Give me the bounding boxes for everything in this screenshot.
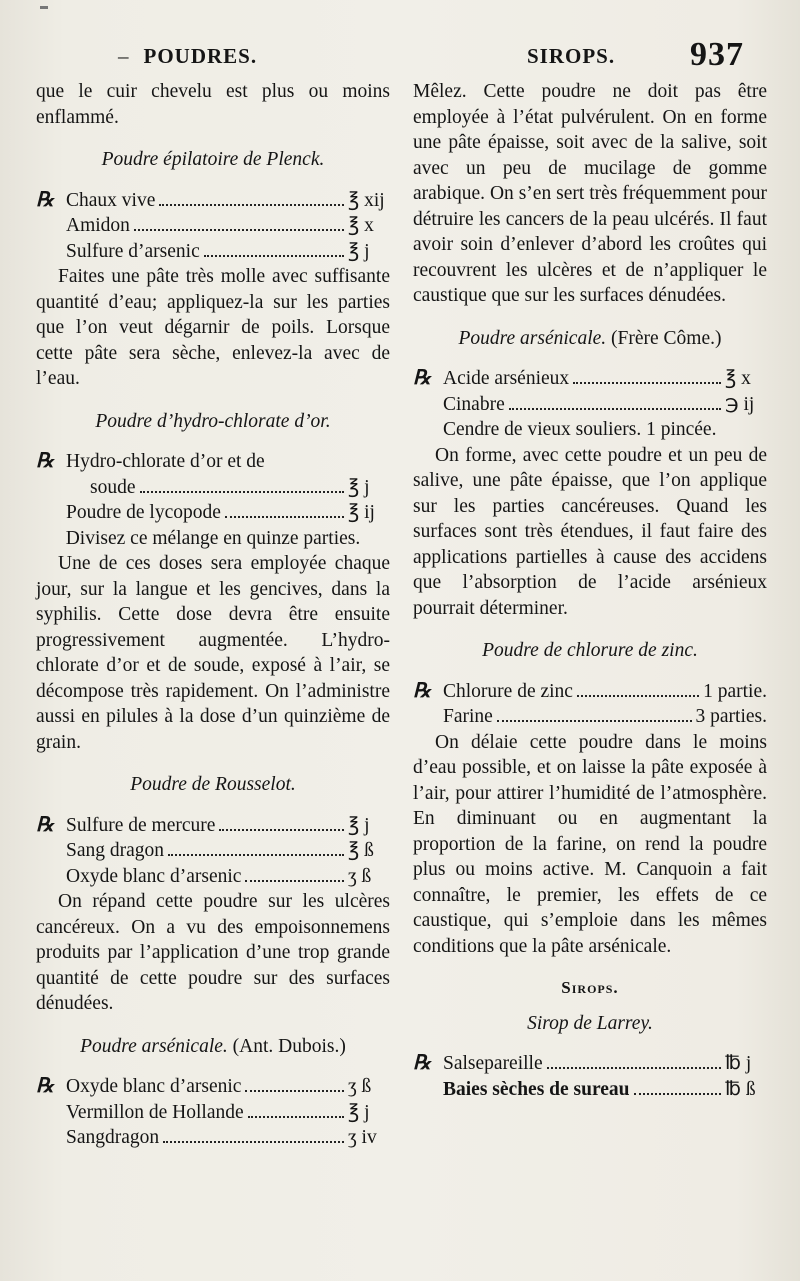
running-head-right: SIROPS. [527, 44, 616, 68]
ingredient-name: Chaux vive [66, 189, 156, 211]
ingredient-line [413, 679, 767, 705]
recipe-icon: ℞ [36, 813, 54, 836]
dot-leader [204, 255, 344, 257]
ingredient-line [36, 500, 390, 526]
recipe-icon: ℞ [36, 1075, 54, 1097]
ingredient-name: Sulfure d’arsenic [66, 240, 200, 262]
ingredient-line [36, 188, 390, 214]
zinc-title: Poudre de chlorure de zinc. [482, 640, 698, 661]
come-title-italic: Poudre arsénicale. [458, 327, 607, 349]
come-title [413, 326, 767, 352]
ingredient-line [413, 366, 767, 392]
ingredient-quantity: ℥ xij [348, 189, 385, 211]
ingredient-name: Hydro-chlorate d’or et de [66, 451, 265, 472]
dubois-title-italic: Poudre arsénicale. [80, 1035, 228, 1057]
ingredient-name: Farine [443, 706, 493, 727]
plenck-paragraph: Faites une pâte très molle avec suffisante quantité d’eau; appliquez-la sur les parties que l’on veut dégarnir de poils. Lorsque cette pâte sera sèche, enlevez-la avec de l’eau. [36, 266, 390, 389]
ingredient-quantity: ℥ j [348, 814, 370, 836]
recipe-icon: ℞ [413, 679, 431, 702]
come-title-author: (Frère Côme.) [611, 327, 722, 349]
ingredient-line [413, 704, 767, 730]
dot-leader [168, 854, 344, 856]
rousselot-title: Poudre de Rousselot. [130, 774, 296, 795]
page-number: 937 [690, 36, 744, 73]
hydro-division-line: Divisez ce mélange en quinze parties. [65, 527, 361, 549]
ingredient-quantity: ʒ ß [348, 865, 372, 887]
ingredient-name: Oxyde blanc d’arsenic [66, 1076, 242, 1097]
ingredient-quantity: ℥ x [725, 368, 751, 389]
ingredient-quantity: ℥ j [348, 240, 370, 262]
head-dash: – [118, 44, 130, 68]
dot-leader [573, 382, 721, 384]
ingredient-quantity: ℥ ß [348, 840, 374, 861]
hydro-title: Poudre d’hydro-chlorate d’or. [95, 410, 331, 432]
hydro-paragraph: Une de ces doses sera employée chaque jour, sur la langue et les gencives, dans la syphilis. Cette dose devra être ensuite progressivement augmentée. L’hydro-chlorate d’or et de soude, exposé à l’air, se décompose très rapidement. On l’administre aussi en pilules à la dose d’un quinzième de grain. [36, 553, 390, 753]
dubois-title [36, 1034, 390, 1060]
running-head-left [118, 44, 257, 76]
left-column [36, 79, 390, 1151]
ingredient-name: Cinabre [443, 393, 505, 415]
ingredient-name: Sang dragon [66, 840, 165, 861]
dot-leader [163, 1141, 344, 1143]
section-heading-sirops: Sirops. [561, 978, 619, 997]
ingredient-quantity: ℈ ij [725, 393, 755, 415]
dot-leader [245, 1090, 344, 1092]
dot-leader [219, 829, 344, 831]
ingredient-name: soude [90, 476, 136, 498]
ingredient-line [36, 1074, 390, 1100]
rousselot-paragraph: On répand cette poudre sur les ulcères cancéreux. On a vu des empoisonnemens produits par l’application d’une trop grande quantité de cette poudre sur des surfaces dénudées. [36, 891, 390, 1014]
ingredient-line [36, 475, 390, 501]
dot-leader [547, 1067, 721, 1069]
dot-leader [245, 880, 344, 882]
ingredient-name: Acide arsénieux [443, 368, 570, 389]
recipe-icon: ℞ [36, 450, 54, 472]
ingredient-name: Poudre de lycopode [66, 502, 221, 523]
ingredient-line [413, 1077, 767, 1103]
left-intro-paragraph: que le cuir chevelu est plus ou moins enflammé. [36, 81, 390, 128]
dot-leader [248, 1116, 344, 1118]
plenck-title: Poudre épilatoire de Plenck. [101, 149, 325, 170]
dot-leader [497, 720, 692, 722]
recipe-icon: ℞ [36, 188, 54, 211]
ingredient-quantity: ℥ j [348, 476, 370, 498]
ingredient-quantity: ℥ x [348, 215, 374, 236]
ingredient-line [36, 813, 390, 839]
ingredient-quantity: ʒ iv [348, 1127, 377, 1148]
ingredient-quantity: ℔ ß [725, 1078, 756, 1100]
ingredient-line [36, 864, 390, 890]
dot-leader [634, 1093, 721, 1095]
ingredient-line [413, 392, 767, 418]
ingredient-name: Baies sèches de sureau [443, 1078, 630, 1100]
recipe-icon: ℞ [413, 1052, 431, 1074]
ingredient-line [36, 838, 390, 864]
ingredient-name: Salsepareille [443, 1053, 543, 1074]
ingredient-quantity: ℥ ij [348, 502, 375, 523]
ingredient-quantity: 3 parties. [695, 706, 767, 727]
ingredient-quantity: ʒ ß [348, 1076, 372, 1097]
ingredient-name: Sulfure de mercure [66, 814, 216, 836]
come-paragraph: On forme, avec cette poudre et un peu de salive, une pâte épaisse, que l’on applique sur les parties cancéreuses. Quand les surfaces sont très étendues, il faut faire des applications partielles à cause des accidens que l’absorption de l’acide arsénieux pourrait déterminer. [413, 444, 767, 619]
dot-leader [225, 516, 344, 518]
ink-mark [40, 6, 48, 9]
ingredient-name: Chlorure de zinc [443, 680, 573, 702]
ingredient-name: Cendre de vieux souliers. 1 pincée. [443, 419, 717, 440]
ingredient-name: Oxyde blanc d’arsenic [66, 865, 242, 887]
ingredient-quantity: ℔ j [725, 1053, 752, 1074]
ingredient-line [36, 239, 390, 265]
recipe-icon: ℞ [413, 367, 431, 389]
ingredient-line [36, 1125, 390, 1151]
ingredient-line [36, 1100, 390, 1126]
ingredient-line [36, 213, 390, 239]
ingredient-name: Sangdragon [66, 1127, 160, 1148]
ingredient-name: Amidon [66, 215, 130, 236]
right-column [413, 79, 767, 1102]
dot-leader [140, 491, 345, 493]
dubois-title-author: (Ant. Dubois.) [232, 1035, 346, 1057]
ingredient-line [413, 1051, 767, 1077]
dot-leader [509, 408, 721, 410]
dot-leader [134, 229, 344, 231]
dot-leader [577, 695, 699, 697]
larrey-title: Sirop de Larrey. [527, 1012, 653, 1034]
zinc-paragraph: On délaie cette poudre dans le moins d’eau possible, et on laisse la pâte exposée à l’air, pour attirer l’humidité de l’atmosphère. En diminuant ou en augmentant la proportion de la farine, on rend la poudre plus ou moins active. M. Canquoin a fait connaître, le premier, les effets de ce caustique, qui s’emploie dans les mêmes conditions que la pâte arsénicale. [413, 731, 767, 957]
head-left-title: POUDRES. [143, 44, 258, 68]
ingredient-line [413, 417, 767, 443]
ingredient-line [36, 449, 390, 475]
ingredient-quantity: ℥ j [348, 1101, 370, 1123]
right-intro-paragraph: Mêlez. Cette poudre ne doit pas être employée à l’état pulvérulent. On en forme une pâte épaisse, soit avec de la salive, soit avec un peu de mucilage de gomme arabique. On s’en sert très fréquemment pour détruire les cancers de la peau ulcérés. Il faut avoir soin d’enlever d’abord les croûtes qui recouvrent les ulcères et de n’appliquer le caustique que sur les surfaces dénudées. [413, 81, 767, 306]
ingredient-quantity: 1 partie. [703, 680, 767, 702]
ingredient-name: Vermillon de Hollande [66, 1101, 244, 1123]
dot-leader [159, 204, 344, 206]
